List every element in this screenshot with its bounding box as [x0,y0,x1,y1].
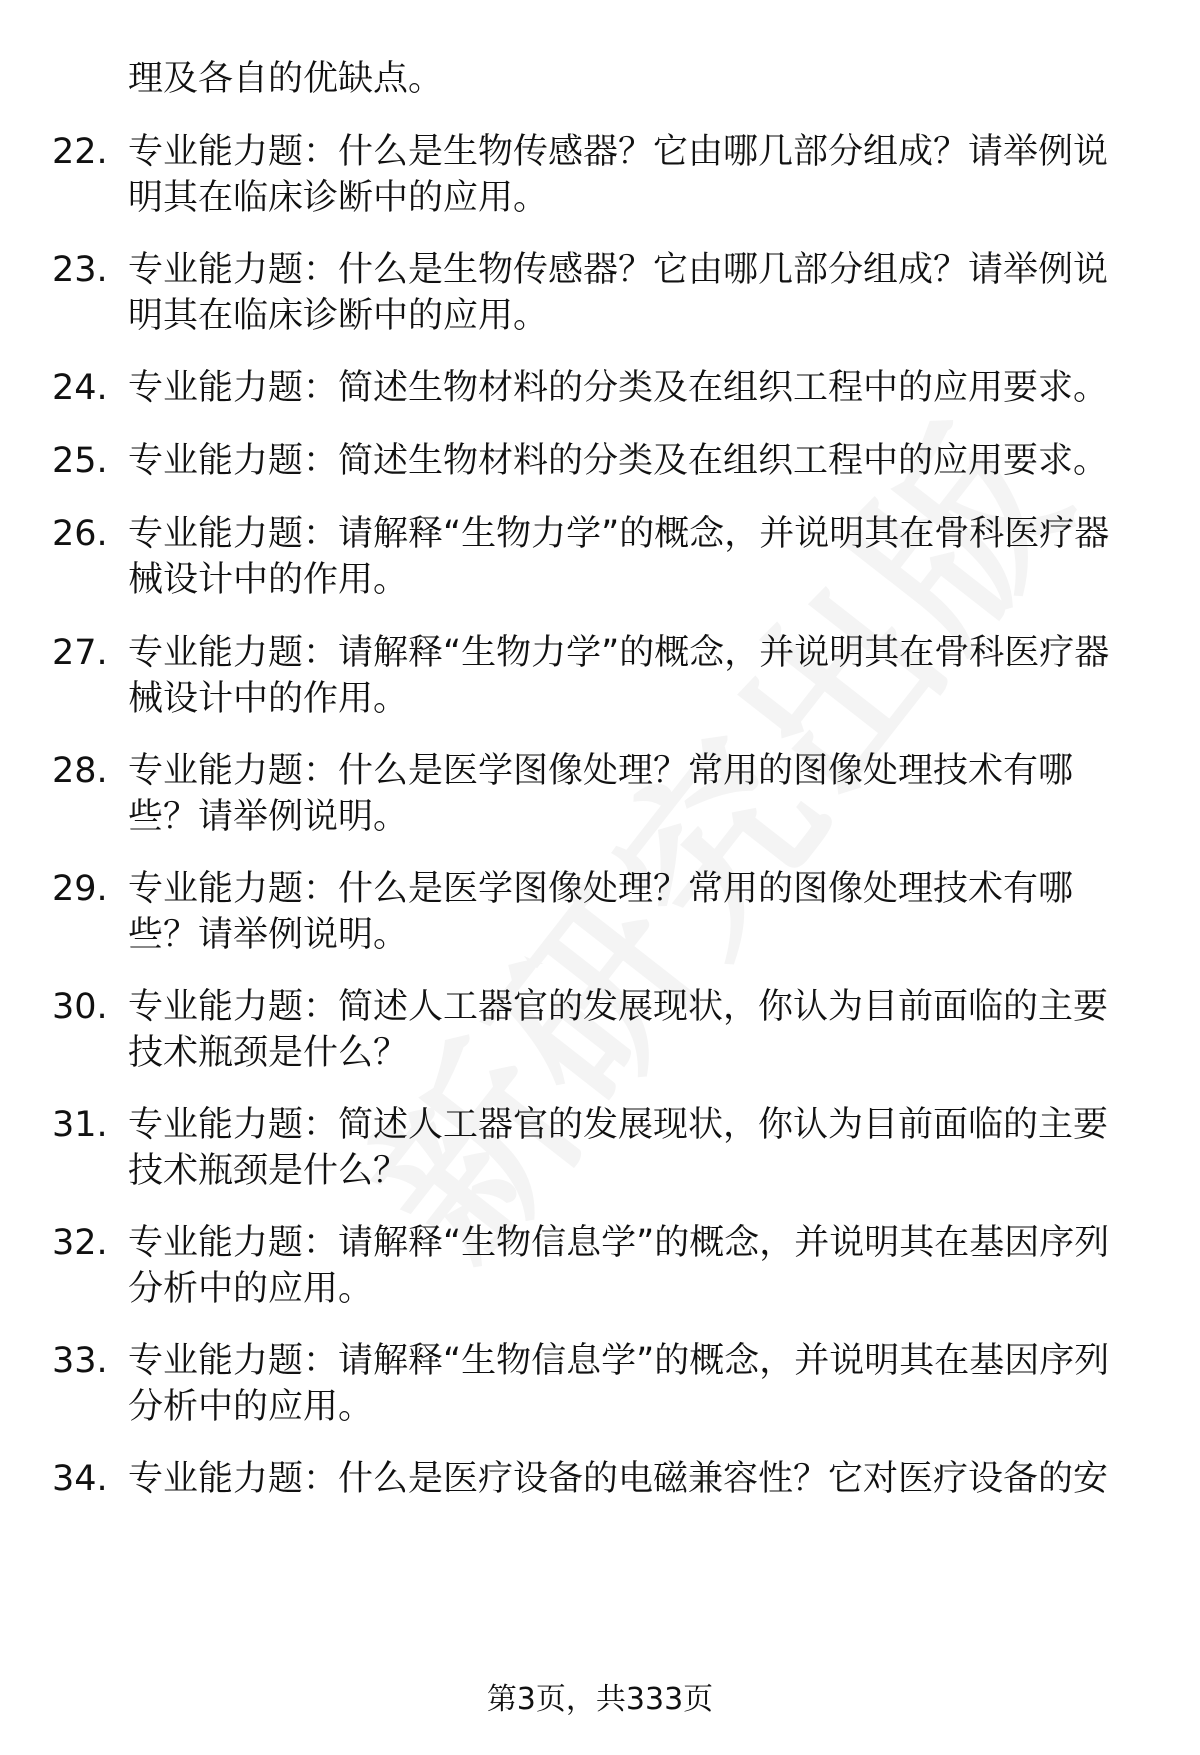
question-text: 专业能力题：什么是医疗设备的电磁兼容性？它对医疗设备的安 [128,1459,1109,1499]
question-number: 28. [52,751,108,791]
question-number: 32. [52,1223,108,1263]
question-text: 专业能力题：什么是生物传感器？它由哪几部分组成？请举例说明其在临床诊断中的应用。 [128,132,1109,218]
question-text: 专业能力题：请解释“生物力学”的概念，并说明其在骨科医疗器械设计中的作用。 [128,514,1110,600]
question-text: 专业能力题：什么是医学图像处理？常用的图像处理技术有哪些？请举例说明。 [128,869,1074,955]
question-text: 专业能力题：简述生物材料的分类及在组织工程中的应用要求。 [128,368,1109,408]
question-number: 24. [52,368,108,408]
question-number: 22. [52,132,108,172]
question-number: 25. [52,441,108,481]
question-text: 专业能力题：什么是医学图像处理？常用的图像处理技术有哪些？请举例说明。 [128,751,1074,837]
question-text: 专业能力题：请解释“生物信息学”的概念，并说明其在基因序列分析中的应用。 [128,1341,1110,1427]
question-text: 专业能力题：请解释“生物力学”的概念，并说明其在骨科医疗器械设计中的作用。 [128,633,1110,719]
question-text: 专业能力题：简述生物材料的分类及在组织工程中的应用要求。 [128,441,1109,481]
question-number: 31. [52,1105,108,1145]
question-number: 30. [52,987,108,1027]
question-number: 23. [52,250,108,290]
question-text: 专业能力题：什么是生物传感器？它由哪几部分组成？请举例说明其在临床诊断中的应用。 [128,250,1109,336]
question-number: 26. [52,514,108,554]
question-text: 专业能力题：简述人工器官的发展现状，你认为目前面临的主要技术瓶颈是什么？ [128,987,1109,1073]
question-text: 专业能力题：请解释“生物信息学”的概念，并说明其在基因序列分析中的应用。 [128,1223,1110,1309]
question-number: 34. [52,1459,108,1499]
question-text: 专业能力题：简述人工器官的发展现状，你认为目前面临的主要技术瓶颈是什么？ [128,1105,1109,1191]
page-footer: 第3页，共333页 [486,1682,714,1717]
question-number: 33. [52,1341,108,1381]
continued-text: 理及各自的优缺点。 [128,59,444,99]
question-number: 29. [52,869,108,909]
question-number: 27. [52,633,108,673]
